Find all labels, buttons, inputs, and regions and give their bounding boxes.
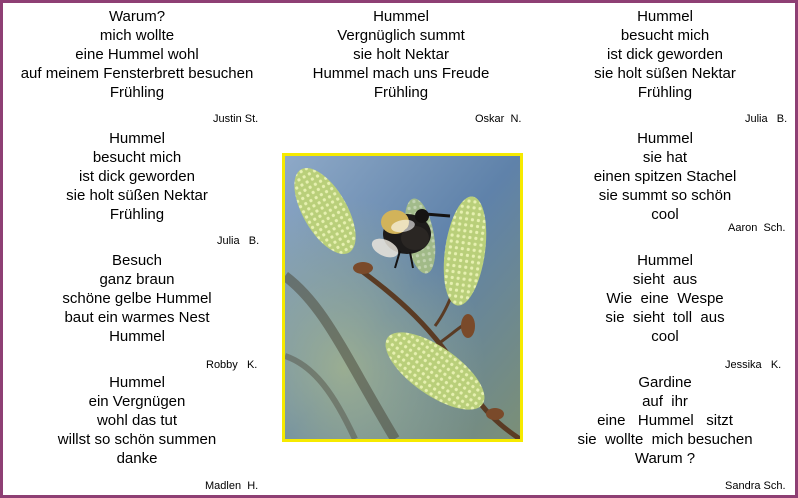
author-robby: Robby K.	[206, 359, 258, 371]
poem-julia-right	[533, 7, 797, 102]
poem-line: Besuch	[111, 252, 163, 269]
author-julia-right: Julia B.	[745, 113, 788, 125]
bumblebee-photo	[282, 153, 523, 442]
poem-line: auf ihr	[642, 393, 688, 410]
poem-line: Vergnüglich summt	[337, 27, 465, 44]
author-julia-left: Julia B.	[217, 235, 260, 247]
poem-line: sieht aus	[632, 271, 698, 288]
poem-line: Hummel mach uns Freude	[312, 65, 490, 82]
poem-line: sie wollte mich besuchen	[577, 431, 753, 448]
poem-line: cool	[651, 328, 679, 345]
poem-madlen	[5, 373, 269, 468]
poem-line: eine Hummel sitzt	[597, 412, 733, 429]
poem-line: Warum?	[108, 8, 166, 25]
author-jessika: Jessika K.	[725, 359, 782, 371]
author-aaron: Aaron Sch.	[728, 222, 786, 234]
poem-line: Wie eine Wespe	[606, 290, 724, 307]
poem-line: cool	[651, 206, 679, 223]
poem-line: Frühling	[637, 84, 693, 101]
author-justin: Justin St.	[213, 113, 259, 125]
poem-julia-left	[5, 129, 269, 224]
poem-line: ganz braun	[99, 271, 175, 288]
poem-line: danke	[116, 450, 158, 467]
poem-line: sie holt süßen Nektar	[594, 65, 736, 82]
poem-line: mich wollte	[99, 27, 175, 44]
poem-line: Hummel	[109, 130, 165, 147]
poem-line: ein Vergnügen	[88, 393, 186, 410]
poem-line: Hummel	[637, 252, 693, 269]
author-madlen: Madlen H.	[205, 480, 259, 492]
poem-line: Hummel	[637, 8, 693, 25]
poem-line: willst so schön summen	[57, 431, 217, 448]
bumblebee-on-catkins-icon	[285, 156, 520, 439]
poem-line: baut ein warmes Nest	[64, 309, 210, 326]
poem-line: Hummel	[109, 374, 165, 391]
author-sandra: Sandra Sch.	[725, 480, 786, 492]
poem-oskar	[269, 7, 533, 102]
poem-line: sie sieht toll aus	[605, 309, 725, 326]
poem-line: schöne gelbe Hummel	[62, 290, 212, 307]
poem-justin	[5, 7, 269, 102]
poem-line: ist dick geworden	[79, 168, 195, 185]
poem-sandra	[533, 373, 797, 468]
poem-line: Hummel	[109, 328, 165, 345]
poem-line: sie holt süßen Nektar	[66, 187, 208, 204]
poem-line: besucht mich	[92, 149, 182, 166]
poem-line: besucht mich	[620, 27, 710, 44]
author-oskar: Oskar N.	[475, 113, 522, 125]
poem-line: Frühling	[109, 84, 165, 101]
poem-line: Warum ?	[634, 450, 696, 467]
poem-line: Frühling	[373, 84, 429, 101]
poem-line: einen spitzen Stachel	[593, 168, 737, 185]
poem-line: Hummel	[637, 130, 693, 147]
poem-aaron	[533, 129, 797, 224]
poem-line: sie hat	[642, 149, 688, 166]
poem-robby	[5, 251, 269, 346]
poem-line: Frühling	[109, 206, 165, 223]
poem-line: Gardine	[638, 374, 692, 391]
poem-line: eine Hummel wohl	[75, 46, 199, 63]
poem-line: auf meinem Fensterbrett besuchen	[20, 65, 254, 82]
poem-jessika	[533, 251, 797, 346]
poem-line: sie holt Nektar	[353, 46, 449, 63]
poem-line: ist dick geworden	[607, 46, 723, 63]
poem-line: Hummel	[373, 8, 429, 25]
poem-line: wohl das tut	[96, 412, 178, 429]
poem-line: sie summt so schön	[598, 187, 732, 204]
